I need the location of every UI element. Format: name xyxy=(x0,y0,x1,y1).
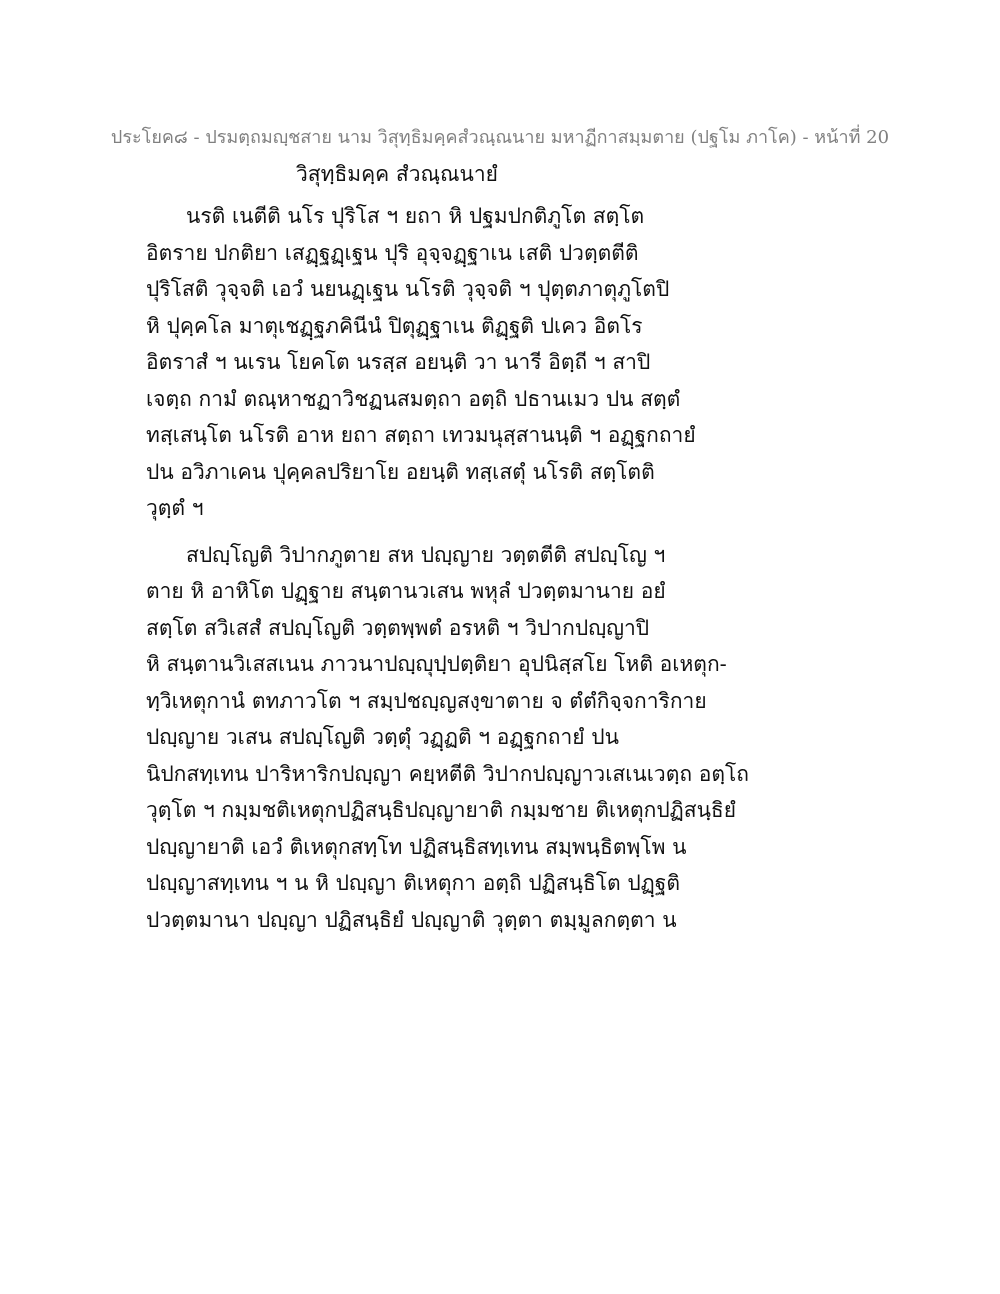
text-line: เจตฺถ กามํ ตณฺหาชฏาวิชฏนสมตฺถา อตฺถิ ปธานเมว ปน สตฺตํ xyxy=(146,386,681,411)
text-line: นรติ เนตีติ นโร ปุริโส ฯ ยถา หิ ปฐมปกติภูโต สตฺโต xyxy=(186,204,645,228)
section-title: วิสุทฺธิมคฺค สํวณฺณนายํ xyxy=(296,162,498,186)
text-line: ทสฺเสนฺโต นโรติ อาห ยถา สตฺถา เทวมนุสฺสานนฺติ ฯ อฏฺฐกถายํ xyxy=(146,423,696,447)
text-line: หิ สนฺตานวิเสสเนน ภาวนาปญฺญุปฺปตฺติยา อุปนิสฺสโย โหติ อเหตุก- xyxy=(146,652,727,676)
text-line: วุตฺโต ฯ กมฺมชติเหตุกปฏิสนฺธิปญฺญายาติ กมฺมชาย ติเหตุกปฏิสนฺธิยํ xyxy=(146,798,737,822)
text-line: ตาย หิ อาหิโต ปฏฺฐาย สนฺตานวเสน พหุลํ ปวตฺตมานาย อยํ xyxy=(146,579,666,603)
body-text xyxy=(146,198,866,938)
text-line: ปญฺญาสทฺเทน ฯ น หิ ปญฺญา ติเหตุกา อตฺถิ ปฏิสนฺธิโต ปฏฺฐติ xyxy=(146,871,681,895)
text-line: ปญฺญายาติ เอวํ ติเหตุกสทฺโท ปฏิสนฺธิสทฺเทน สมฺพนฺธิตพฺโพ น xyxy=(146,834,687,859)
text-line: นิปกสทฺเทน ปาริหาริกปญฺญา คยฺหตีติ วิปากปญฺญาวเสเนเวตฺถ อตฺโถ xyxy=(146,761,749,786)
text-line: อิตราสํ ฯ นเรน โยคโต นรสฺส อยนฺติ วา นารี อิตฺถี ฯ สาปิ xyxy=(146,350,651,374)
paragraph-gap xyxy=(146,527,866,537)
text-line: หิ ปุคฺคโล มาตุเชฏฺฐภคินีนํ ปิตุฏฺฐาเน ติฏฺฐติ ปเคว อิตโร xyxy=(146,313,643,338)
text-line: อิตราย ปกติยา เสฏฺฐฏฺเฐน ปุริ อุจฺจฏฺฐาเน เสติ ปวตฺตตีติ xyxy=(146,240,639,265)
text-line: ทฺวิเหตุกานํ ตทภาวโต ฯ สมฺปชญฺญสงฺขาตาย จ ตํตํกิจฺจการิกาย xyxy=(146,688,707,713)
text-line: สตฺโต สวิเสสํ สปญฺโญติ วตฺตพฺพตํ อรหติ ฯ วิปากปญฺญาปิ xyxy=(146,615,650,640)
text-line: ปุริโสติ วุจฺจติ เอวํ นยนฏฺเฐน นโรติ วุจฺจติ ฯ ปุตฺตภาตุภูโตปิ xyxy=(146,277,670,301)
text-line: วุตฺตํ ฯ xyxy=(146,496,204,520)
text-line: ปวตฺตมานา ปญฺญา ปฏิสนฺธิยํ ปญฺญาติ วุตฺตา ตมฺมูลกตฺตา น xyxy=(146,907,677,932)
text-line: ปน อวิภาเคน ปุคฺคลปริยาโย อยนฺติ ทสฺเสตุํ นโรติ สตฺโตติ xyxy=(146,459,655,484)
text-line: ปญฺญาย วเสน สปญฺโญติ วตฺตุํ วฏฺฏติ ฯ อฏฺฐกถายํ ปน xyxy=(146,725,619,749)
text-line: สปญฺโญติ วิปากภูตาย สห ปญฺญาย วตฺตตีติ สปญฺโญ ฯ xyxy=(186,542,666,567)
running-header: ประโยค๘ - ปรมตฺถมญฺชสาย นาม วิสุทฺธิมคฺคสํวณฺณนาย มหาฏีกาสมฺมตาย (ปฐโม ภาโค) - หน้าที่ 20 xyxy=(110,127,890,148)
